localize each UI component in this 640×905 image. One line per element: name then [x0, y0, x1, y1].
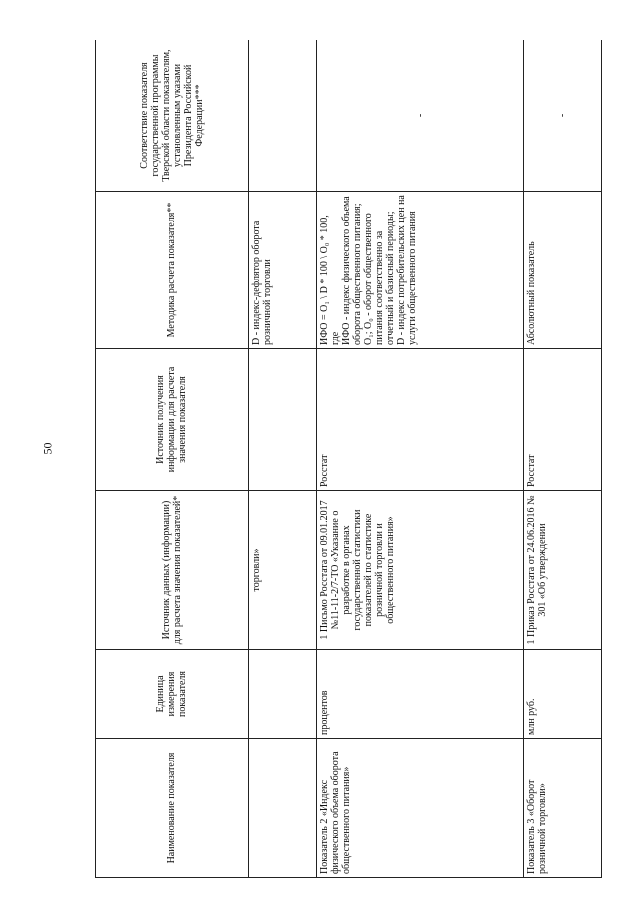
- method-line: где: [330, 331, 342, 345]
- page-number: 50: [40, 442, 55, 455]
- cell-unit: процентов: [317, 650, 524, 739]
- header-method: Методика расчета показателя**: [96, 192, 249, 349]
- table-row: [248, 40, 317, 878]
- cell-method: Абсолютный показатель: [524, 192, 602, 349]
- cell-info-source: [248, 349, 317, 491]
- cell-data-source: торговли»: [248, 491, 317, 650]
- cell-compliance: -: [524, 40, 602, 192]
- method-line: D - индекс потребительских цен на услуги общественного питания: [396, 195, 419, 345]
- table-row: [317, 40, 524, 878]
- cell-unit: млн руб.: [524, 650, 602, 739]
- cell-compliance: [248, 40, 317, 192]
- cell-method: D - индекс-дефлятор оборота розничной торговли: [248, 192, 317, 349]
- cell-data-source: 1 Приказ Росстата от 24.06.2016 № 301 «Об утверждении: [524, 491, 602, 650]
- cell-info-source: Росстат: [317, 349, 524, 491]
- cell-unit: [248, 650, 317, 739]
- header-compliance: Соответствие показателя государственной программы Тверской области показателям, установленным указами Президента Российской Федерации***: [96, 40, 249, 192]
- header-data-source: Источник данных (информации) для расчета значения показателей*: [96, 491, 249, 650]
- header-unit: Единица измерения показателя: [96, 650, 249, 739]
- indicators-table: [95, 40, 602, 878]
- cell-name: [248, 739, 317, 878]
- cell-info-source: Росстат: [524, 349, 602, 491]
- header-info-source: Источник получения информации для расчета значения показателя: [96, 349, 249, 491]
- header-name: Наименование показателя: [96, 739, 249, 878]
- cell-compliance: -: [317, 40, 524, 192]
- method-line: ИФО = О₁ \ D * 100 \ О₀ * 100,: [319, 215, 331, 345]
- method-line: О₁; О₀ - оборот общественного питания соответственно за отчетный и базисный периоды;: [363, 211, 397, 345]
- header-row: [96, 40, 249, 878]
- cell-data-source: 1 Письмо Росстата от 09.01.2017 №11-11-2/7-ТО «Указание о разработке в органах государственной статистики показателей по статистике розничной торговли и общественного питания»: [317, 491, 524, 650]
- cell-name: Показатель 3 «Оборот розничной торговли»: [524, 739, 602, 878]
- cell-name: Показатель 2 «Индекс физического объема оборота общественного питания»: [317, 739, 524, 878]
- cell-method: [317, 192, 524, 349]
- table-row: [524, 40, 602, 878]
- rotated-table: [95, 40, 602, 878]
- method-line: ИФО - индекс физического объема оборота общественного питания;: [341, 196, 364, 345]
- table-container: [95, 40, 602, 878]
